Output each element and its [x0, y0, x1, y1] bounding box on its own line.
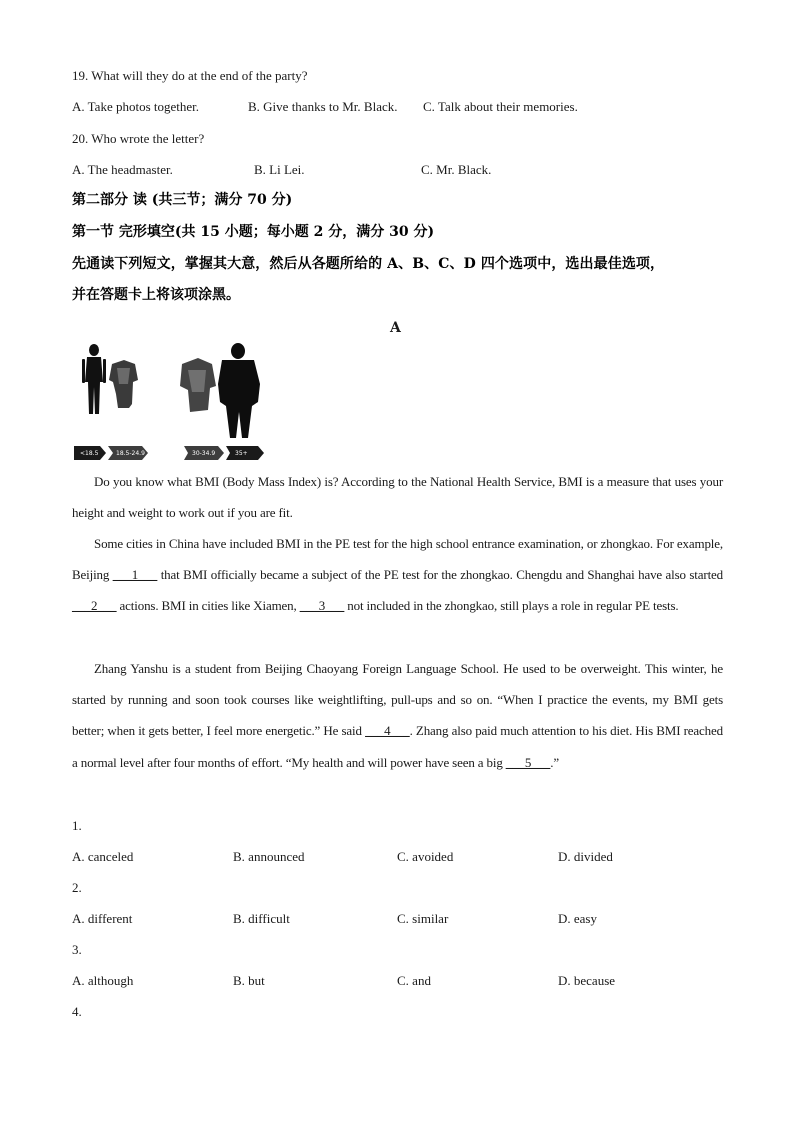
- question-20: 20. Who wrote the letter?: [72, 131, 205, 146]
- passage-paragraph-2: [72, 528, 723, 622]
- passage-text: not included in the zhongkao, still plays a role in regular PE tests.: [344, 598, 679, 614]
- passage-text: that BMI officially became a subject of the PE test for the zhongkao. Chengdu and Shanghai have also started: [157, 567, 724, 583]
- passage-text: . Zhang also paid much attention to his diet. His BMI reached a normal level after four months of effort. “My health and will power have seen a big: [72, 723, 723, 770]
- thin-body-silhouette: [82, 344, 106, 414]
- heavy-body-silhouette: [218, 343, 260, 438]
- q2-option-b: B. difficult: [233, 911, 290, 926]
- clothing-icon: [109, 360, 138, 408]
- question-1-number: 1.: [72, 818, 82, 833]
- bmi-label-obese: 30-34.9: [192, 450, 216, 457]
- q3-option-b: B. but: [233, 973, 265, 988]
- bmi-label-bar-right: [184, 446, 264, 460]
- q1-option-d: D. divided: [558, 849, 613, 864]
- q1-option-b: B. announced: [233, 849, 305, 864]
- instruction-line-1: 先通读下列短文，掌握其大意，然后从各题所给的 A、B、C、D 四个选项中，选出最佳选项，: [72, 256, 665, 272]
- q3-option-d: D. because: [558, 973, 616, 988]
- instruction-line-2: 并在答题卡上将该项涂黑。: [72, 287, 240, 303]
- bmi-label-normal: 18.5-24.9: [116, 450, 145, 457]
- q20-option-a: A. The headmaster.: [72, 162, 173, 177]
- q1-option-c: C. avoided: [397, 849, 454, 864]
- q2-option-d: D. easy: [558, 911, 597, 926]
- passage-paragraph-3: [72, 653, 723, 778]
- passage-paragraph-1: Do you know what BMI (Body Mass Index) is? According to the National Health Service, BMI is a measure that uses your height and weight to work out if you are fit.: [72, 474, 723, 521]
- section-subtitle: 第一节 完形填空(共 15 小题；每小题 2 分，满分 30 分): [72, 224, 435, 240]
- bmi-label-severe: 35+: [235, 450, 248, 457]
- q19-option-a: A. Take photos together.: [72, 99, 200, 114]
- q2-option-a: A. different: [72, 911, 133, 926]
- q19-option-b: B. Give thanks to Mr. Black.: [248, 99, 398, 114]
- clothing-icon: [180, 358, 216, 412]
- question-4-number: 4.: [72, 1004, 82, 1019]
- q3-option-a: A. although: [72, 973, 134, 988]
- passage-text: actions. BMI in cities like Xiamen,: [116, 598, 300, 614]
- q1-option-a: A. canceled: [72, 849, 134, 864]
- q3-option-c: C. and: [397, 973, 431, 988]
- q20-option-b: B. Li Lei.: [254, 162, 305, 177]
- q19-option-c: C. Talk about their memories.: [423, 99, 578, 114]
- question-2-number: 2.: [72, 880, 82, 895]
- blank-5: ___5___: [505, 754, 551, 770]
- bmi-label-underweight: <18.5: [80, 450, 99, 457]
- blank-1: ___1___: [112, 567, 158, 583]
- q2-option-c: C. similar: [397, 911, 449, 926]
- bmi-label-bar-left: [74, 446, 148, 460]
- blank-4: ___4___: [365, 723, 410, 739]
- passage-text: Some cities in China have included BMI in the PE test for the high school entrance examination, or zhongkao. For example, Beijing: [72, 536, 723, 583]
- blank-3: ___3___: [299, 598, 345, 614]
- question-19: 19. What will they do at the end of the party?: [72, 68, 308, 83]
- passage-label: A: [390, 320, 401, 336]
- passage-text: .”: [550, 754, 559, 770]
- part-title: 第二部分 读 (共三节；满分 70 分): [72, 192, 293, 208]
- blank-2: ___2___: [72, 598, 117, 614]
- bmi-figure: [72, 342, 272, 466]
- passage-text: Zhang Yanshu is a student from Beijing Chaoyang Foreign Language School. He used to be overweight. This winter, he started by running and soon took courses like weightlifting, pull-ups and so on. “When I practice the events, my BMI gets better; when it gets better, I feel more energetic.” He said: [72, 661, 723, 739]
- q20-option-c: C. Mr. Black.: [421, 162, 492, 177]
- question-3-number: 3.: [72, 942, 82, 957]
